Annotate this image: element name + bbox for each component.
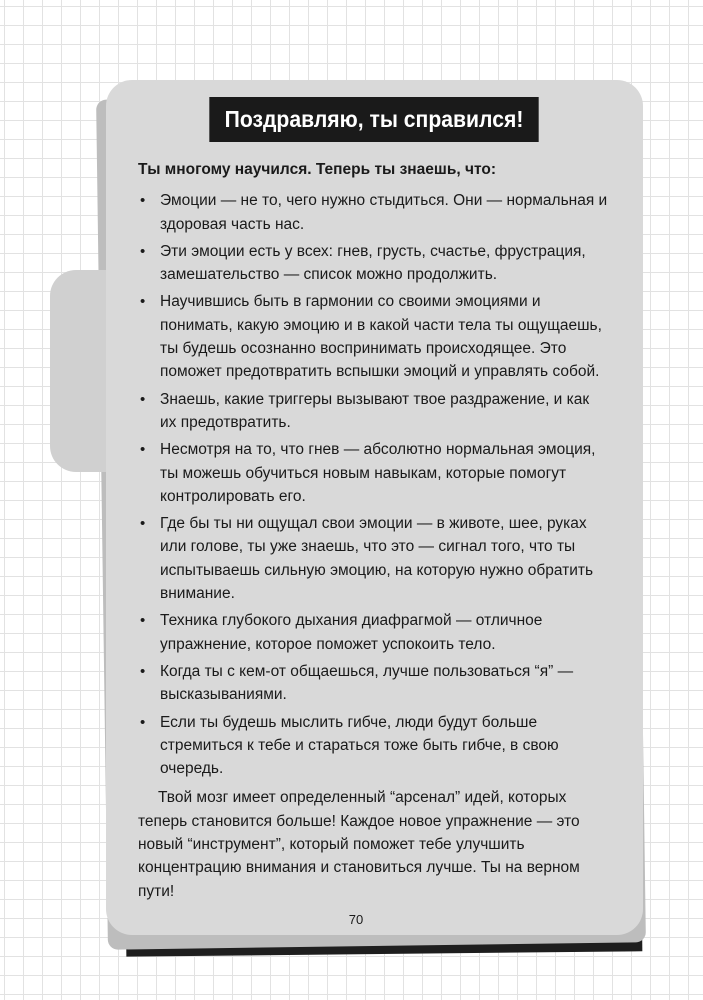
page-title: Поздравляю, ты справился! <box>209 97 538 142</box>
list-item-text: Научившись быть в гармонии со своими эмоциями и понимать, какую эмоцию и в какой части тела ты ощущаешь, ты будешь осознанно воспринимать происходящее. Это поможет предотвратить вспышки эмоций и управлять собой. <box>160 293 602 381</box>
list-item <box>138 609 608 656</box>
bullet-icon: • <box>140 390 146 408</box>
bullet-icon: • <box>140 612 146 630</box>
list-item <box>138 240 608 287</box>
list-item <box>138 438 608 508</box>
list-item-text: Эти эмоции есть у всех: гнев, грусть, счастье, фрустрация, замешательство — список можно продолжить. <box>160 242 586 284</box>
intro-text: Ты многому научился. Теперь ты знаешь, что: <box>138 161 496 178</box>
list-item <box>138 660 608 707</box>
summary-list <box>138 189 608 780</box>
bullet-icon: • <box>140 192 146 210</box>
closing-paragraph: Твой мозг имеет определенный “арсенал” идей, которых теперь становится больше! Каждое новое упражнение — это новый “инструмент”, который поможет тебе улучшить концентрацию внимания и становиться лучше. Ты на верном пути! <box>138 789 580 900</box>
list-item <box>138 711 608 781</box>
page-number: 70 <box>348 912 364 927</box>
list-item-text: Техника глубокого дыхания диафрагмой — отличное упражнение, которое поможет успокоить тело. <box>160 612 543 653</box>
list-item-text: Несмотря на то, что гнев — абсолютно нормальная эмоция, ты можешь обучиться новым навыкам, которые помогут контролировать его. <box>160 441 596 505</box>
list-item-text: Где бы ты ни ощущал свои эмоции — в животе, шее, руках или голове, ты уже знаешь, что это — сигнал того, что ты испытываешь сильную эмоцию, на которую нужно обратить внимание. <box>160 515 594 603</box>
list-item-text: Знаешь, какие триггеры вызывают твое раздражение, и как их предотвратить. <box>160 390 590 431</box>
content-body <box>138 158 608 903</box>
list-item <box>138 189 608 236</box>
list-item-text: Когда ты с кем-от общаешься, лучше пользоваться “я” — высказываниями. <box>160 662 574 704</box>
list-item <box>138 388 608 435</box>
bullet-icon: • <box>140 662 146 680</box>
bullet-icon: • <box>140 713 146 731</box>
bullet-icon: • <box>140 293 146 311</box>
bullet-icon: • <box>140 441 146 459</box>
bullet-icon: • <box>140 515 146 533</box>
list-item <box>138 512 608 605</box>
list-item <box>138 290 608 383</box>
list-item-text: Эмоции — не то, чего нужно стыдиться. Они — нормальная и здоровая часть нас. <box>160 192 608 233</box>
bullet-icon: • <box>140 242 146 260</box>
list-item-text: Если ты будешь мыслить гибче, люди будут больше стремиться к тебе и стараться тоже быть гибче, в свою очередь. <box>160 713 559 778</box>
